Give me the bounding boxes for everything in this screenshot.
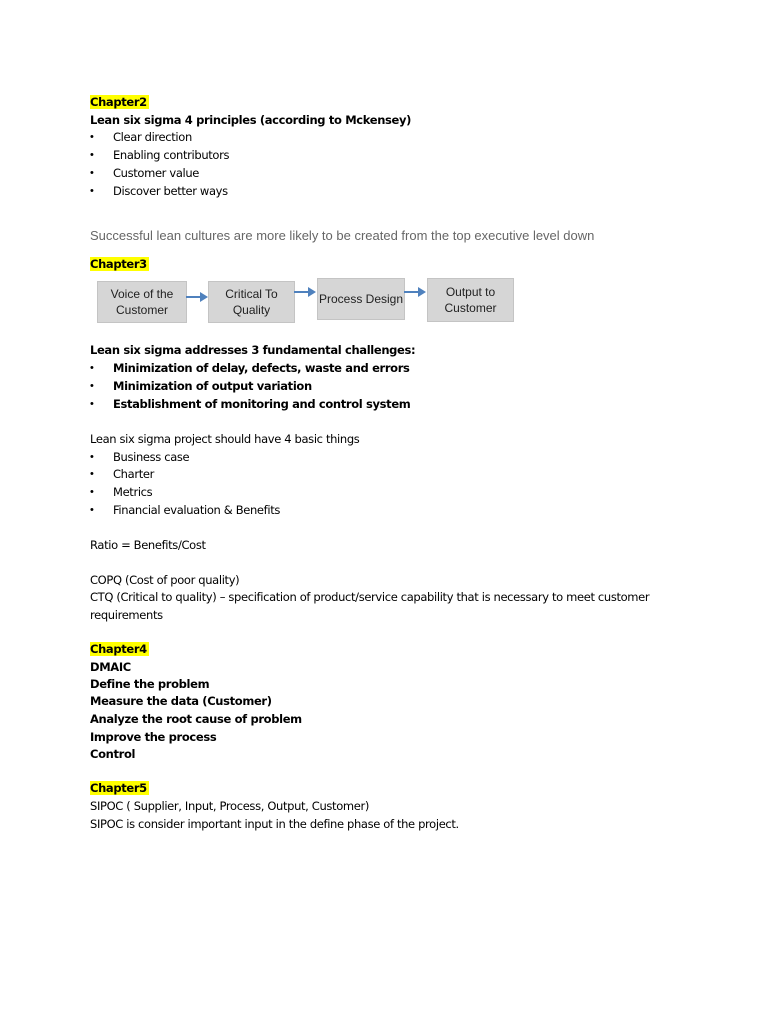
- basic-things-title: Lean six sigma project should have 4 basic things: [90, 432, 360, 446]
- flow-box-voice-of-customer: Voice of the Customer: [97, 281, 187, 323]
- bullet-marker: •: [90, 486, 94, 498]
- chapter4-heading: Chapter4: [90, 642, 147, 656]
- bullet-marker: •: [90, 149, 94, 161]
- challenge-item: Minimization of output variation: [113, 379, 312, 393]
- basic-thing-item: Charter: [113, 467, 154, 481]
- bullet-marker: •: [90, 380, 94, 392]
- basic-thing-item: Financial evaluation & Benefits: [113, 503, 281, 517]
- principle-item: Discover better ways: [113, 184, 228, 198]
- principle-item: Clear direction: [113, 130, 192, 144]
- challenges-title: Lean six sigma addresses 3 fundamental challenges:: [90, 343, 416, 357]
- principle-item: Enabling contributors: [113, 148, 230, 162]
- dmaic-step: Measure the data (Customer): [90, 694, 272, 708]
- bullet-marker: •: [90, 468, 94, 480]
- dmaic-title: DMAIC: [90, 660, 131, 674]
- dmaic-step: Define the problem: [90, 677, 210, 691]
- dmaic-step: Analyze the root cause of problem: [90, 712, 302, 726]
- ctq-definition-continued: requirements: [90, 608, 163, 622]
- dmaic-step: Improve the process: [90, 730, 217, 744]
- basic-thing-item: Metrics: [113, 485, 153, 499]
- chapter2-heading: Chapter2: [90, 95, 147, 109]
- flow-arrow-icon: [404, 285, 428, 299]
- chapter3-heading: Chapter3: [90, 257, 147, 271]
- flow-arrow-icon: [186, 290, 210, 304]
- bullet-marker: •: [90, 398, 94, 410]
- bullet-marker: •: [90, 167, 94, 179]
- ratio-formula: Ratio = Benefits/Cost: [90, 538, 206, 552]
- principle-item: Customer value: [113, 166, 200, 180]
- copq-definition: COPQ (Cost of poor quality): [90, 573, 240, 587]
- flow-box-critical-to-quality: Critical To Quality: [208, 281, 295, 323]
- lean-culture-note: Successful lean cultures are more likely to be created from the top executive level down: [90, 228, 595, 243]
- flow-box-process-design: Process Design: [317, 278, 405, 320]
- challenge-item: Minimization of delay, defects, waste and errors: [113, 361, 410, 375]
- chapter5-heading: Chapter5: [90, 781, 147, 795]
- dmaic-step: Control: [90, 747, 136, 761]
- challenge-item: Establishment of monitoring and control system: [113, 397, 411, 411]
- bullet-marker: •: [90, 131, 94, 143]
- sipoc-definition: SIPOC ( Supplier, Input, Process, Output, Customer): [90, 799, 369, 813]
- bullet-marker: •: [90, 504, 94, 516]
- flow-box-output-to-customer: Output to Customer: [427, 278, 514, 322]
- sipoc-note: SIPOC is consider important input in the define phase of the project.: [90, 817, 459, 831]
- bullet-marker: •: [90, 185, 94, 197]
- ctq-definition: CTQ (Critical to quality) – specification of product/service capability that is necessary to meet customer: [90, 590, 650, 604]
- flow-arrow-icon: [294, 285, 318, 299]
- chapter2-title: Lean six sigma 4 principles (according to Mckensey): [90, 113, 412, 127]
- bullet-marker: •: [90, 451, 94, 463]
- bullet-marker: •: [90, 362, 94, 374]
- basic-thing-item: Business case: [113, 450, 190, 464]
